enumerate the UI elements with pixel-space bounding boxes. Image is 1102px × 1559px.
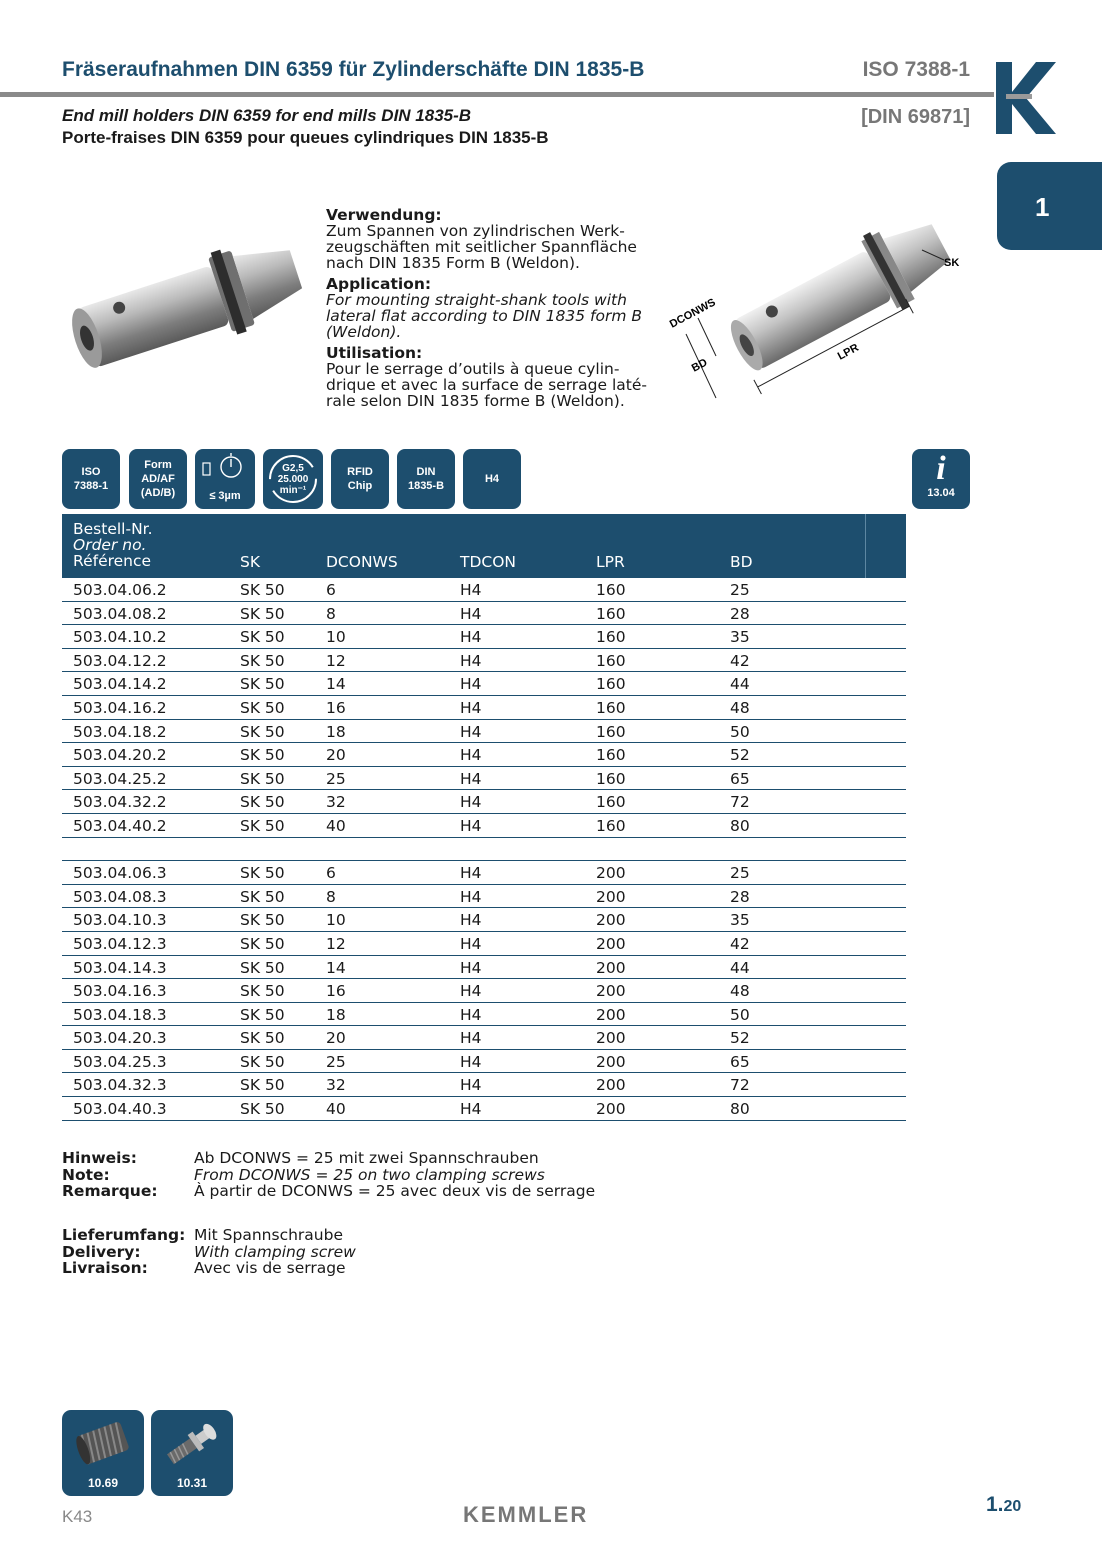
accessory-ref: 10.31: [176, 1476, 208, 1490]
usage-text: [326, 207, 656, 409]
bd-cell: 42: [730, 651, 750, 670]
order-no-cell: 503.04.16.3: [73, 982, 167, 1001]
bd-cell: 80: [730, 816, 750, 835]
hint-de-label: Hinweis:: [62, 1149, 137, 1167]
lpr-cell: 160: [596, 581, 626, 599]
table-row: [62, 720, 906, 744]
din-line1: DIN: [416, 466, 436, 478]
header-rule: [0, 92, 994, 97]
order-header-fr: Référence: [73, 552, 152, 570]
sk-cell: SK 50: [240, 1100, 285, 1119]
order-no-cell: 503.04.06.3: [73, 864, 167, 883]
bd-cell: 52: [730, 1029, 750, 1048]
hint-de-text: Ab DCONWS = 25 mit zwei Spannschrauben: [194, 1149, 539, 1167]
sk-cell: SK 50: [240, 604, 285, 623]
form-badge-line2: AD/AF: [141, 473, 175, 485]
tdcon-cell: H4: [460, 628, 482, 647]
pull-stud-icon: [159, 1416, 225, 1470]
lpr-cell: 160: [596, 698, 626, 717]
dconws-cell: 18: [326, 722, 346, 741]
sk-cell: SK 50: [240, 675, 285, 694]
lpr-cell: 160: [596, 816, 626, 835]
order-no-cell: 503.04.08.2: [73, 604, 167, 623]
page-number-minor: 20: [1003, 1498, 1022, 1515]
lpr-cell: 200: [596, 1100, 626, 1119]
bd-cell: 80: [730, 1100, 750, 1119]
dconws-cell: 8: [326, 604, 336, 623]
lpr-cell: 160: [596, 604, 626, 623]
dconws-cell: 6: [326, 864, 336, 883]
dconws-cell: 12: [326, 651, 346, 670]
bd-cell: 42: [730, 934, 750, 953]
accessory-pull-stud[interactable]: [151, 1410, 233, 1496]
bd-cell: 35: [730, 911, 750, 930]
bd-cell: 25: [730, 581, 750, 599]
usage-de-text: Zum Spannen von zylindrischen Werk-zeugschäften mit seitlicher Spannfläche nach DIN 1835 Form B (Weldon).: [326, 222, 637, 272]
table-row: [62, 1026, 906, 1050]
bd-cell: 65: [730, 1052, 750, 1071]
lpr-cell: 160: [596, 628, 626, 647]
lpr-cell: 200: [596, 1005, 626, 1024]
bd-cell: 48: [730, 982, 750, 1001]
tdcon-cell: H4: [460, 746, 482, 765]
iso-badge-line2: 7388-1: [73, 480, 109, 492]
dconws-cell: 14: [326, 675, 346, 694]
table-row: [62, 1073, 906, 1097]
hint-fr-text: À partir de DCONWS = 25 avec deux vis de serrage: [194, 1182, 596, 1200]
clamping-screw-icon: [70, 1416, 136, 1470]
dconws-cell: 6: [326, 581, 336, 599]
order-no-cell: 503.04.08.3: [73, 887, 167, 906]
info-icon: i: [936, 450, 946, 487]
sk-cell: SK 50: [240, 581, 285, 599]
hint-en-label: Note:: [62, 1165, 110, 1184]
form-badge-line3: (AD/B): [140, 487, 176, 499]
lpr-cell: 160: [596, 769, 626, 788]
rotation-icon: [265, 451, 321, 507]
lpr-cell: 200: [596, 864, 626, 883]
bd-cell: 50: [730, 722, 750, 741]
balance-line1: G2,5: [282, 462, 304, 474]
lpr-cell: 160: [596, 793, 626, 812]
runout-text: ≤ 3µm: [209, 490, 241, 502]
bd-cell: 35: [730, 628, 750, 647]
order-no-cell: 503.04.18.3: [73, 1005, 167, 1024]
bd-cell: 65: [730, 769, 750, 788]
subtitle-en: End mill holders DIN 6359 for end mills DIN 1835-B: [62, 106, 472, 125]
bd-cell: 28: [730, 604, 750, 623]
bd-cell: 48: [730, 698, 750, 717]
catalog-code: K43: [62, 1507, 93, 1526]
order-no-cell: 503.04.20.2: [73, 746, 167, 765]
usage-en-text: For mounting straight-shank tools with lateral flat according to DIN 1835 form B (Weldon).: [326, 291, 643, 341]
usage-fr-label: Utilisation:: [326, 344, 423, 362]
lpr-cell: 160: [596, 675, 626, 694]
delivery-de-label: Lieferumfang:: [62, 1226, 186, 1244]
tdcon-cell: H4: [460, 1029, 482, 1048]
order-no-cell: 503.04.32.3: [73, 1076, 167, 1095]
usage-fr-text: Pour le serrage d’outils à queue cylin-drique et avec la surface de serrage laté-rale selon DIN 1835 forme B (Weldon).: [326, 360, 647, 410]
rfid-badge: [331, 449, 389, 509]
sk-label: SK: [944, 257, 960, 269]
tdcon-cell: H4: [460, 581, 482, 599]
tdcon-cell: H4: [460, 887, 482, 906]
table-header: [62, 514, 906, 578]
dconws-cell: 10: [326, 911, 346, 930]
runout-badge: [195, 449, 255, 509]
page-number-major: 1.: [986, 1493, 1004, 1516]
dconws-cell: 25: [326, 1052, 346, 1071]
tdcon-cell: H4: [460, 769, 482, 788]
page-number: [986, 1493, 1021, 1517]
tdcon-cell: H4: [460, 1052, 482, 1071]
dconws-cell: 12: [326, 934, 346, 953]
dconws-cell: 32: [326, 793, 346, 812]
order-no-cell: 503.04.20.3: [73, 1029, 167, 1048]
chapter-tab[interactable]: 1: [997, 162, 1102, 250]
balance-line2: 25.000: [277, 473, 309, 485]
usage-en-label: Application:: [326, 275, 432, 293]
order-header-en: Order no.: [73, 536, 147, 554]
dconws-cell: 40: [326, 816, 346, 835]
order-no-cell: 503.04.06.2: [73, 581, 167, 599]
order-no-cell: 503.04.16.2: [73, 698, 167, 717]
h4-badge: [463, 449, 521, 509]
bd-cell: 44: [730, 675, 750, 694]
table-row: [62, 861, 906, 885]
tdcon-cell: H4: [460, 982, 482, 1001]
tdcon-cell: H4: [460, 1076, 482, 1095]
order-header: [73, 521, 153, 569]
sk-cell: SK 50: [240, 864, 285, 883]
table-row: [62, 814, 906, 838]
balance-line3: min⁻¹: [279, 484, 307, 496]
brand-name: KEMMLER: [463, 1502, 589, 1527]
din-badge: [397, 449, 455, 509]
dconws-header: DCONWS: [326, 553, 398, 571]
lpr-cell: 160: [596, 722, 626, 741]
tdcon-cell: H4: [460, 864, 482, 883]
bd-cell: 72: [730, 1076, 750, 1095]
dconws-cell: 8: [326, 887, 336, 906]
table-row: [62, 767, 906, 791]
table-row: [62, 696, 906, 720]
tdcon-cell: H4: [460, 816, 482, 835]
table-row: [62, 932, 906, 956]
lpr-cell: 200: [596, 1052, 626, 1071]
dconws-cell: 18: [326, 1005, 346, 1024]
dimension-diagram: [664, 188, 974, 413]
table-row: [62, 908, 906, 932]
delivery-en-label: Delivery:: [62, 1242, 141, 1261]
sk-cell: SK 50: [240, 1052, 285, 1071]
lpr-cell: 200: [596, 934, 626, 953]
page-title: Fräseraufnahmen DIN 6359 für Zylinderschäfte DIN 1835-B: [62, 58, 645, 81]
dconws-cell: 25: [326, 769, 346, 788]
table-row: [62, 1003, 906, 1027]
table-row: [62, 649, 906, 673]
usage-de-label: Verwendung:: [326, 206, 442, 224]
bd-cell: 28: [730, 887, 750, 906]
hint-en-text: From DCONWS = 25 on two clamping screws: [194, 1165, 545, 1184]
order-no-cell: 503.04.40.2: [73, 816, 167, 835]
accessory-clamping-screw[interactable]: [62, 1410, 144, 1496]
table-row: [62, 743, 906, 767]
tdcon-cell: H4: [460, 651, 482, 670]
delivery-fr-text: Avec vis de serrage: [194, 1259, 346, 1277]
lpr-cell: 200: [596, 887, 626, 906]
balance-badge: [263, 449, 323, 509]
tdcon-cell: H4: [460, 698, 482, 717]
sk-cell: SK 50: [240, 887, 285, 906]
bd-header: BD: [730, 553, 753, 571]
table-row: [62, 885, 906, 909]
order-no-cell: 503.04.25.2: [73, 769, 167, 788]
dconws-cell: 20: [326, 1029, 346, 1048]
dconws-cell: 32: [326, 1076, 346, 1095]
bd-cell: 44: [730, 958, 750, 977]
lpr-label: LPR: [835, 341, 861, 363]
order-no-cell: 503.04.12.3: [73, 934, 167, 953]
kemmler-logo: [996, 62, 1056, 134]
bd-cell: 50: [730, 1005, 750, 1024]
order-no-cell: 503.04.18.2: [73, 722, 167, 741]
tdcon-cell: H4: [460, 958, 482, 977]
dconws-cell: 40: [326, 1100, 346, 1119]
din-line2: 1835-B: [407, 480, 445, 492]
lpr-cell: 200: [596, 982, 626, 1001]
order-no-cell: 503.04.14.2: [73, 675, 167, 694]
sk-cell: SK 50: [240, 982, 285, 1001]
table-row: [62, 672, 906, 696]
tdcon-cell: H4: [460, 793, 482, 812]
dconws-cell: 16: [326, 698, 346, 717]
delivery-en-text: With clamping screw: [194, 1242, 356, 1261]
order-no-cell: 503.04.40.3: [73, 1100, 167, 1119]
tdcon-cell: H4: [460, 934, 482, 953]
dconws-label: DCONWS: [667, 296, 718, 331]
tdcon-cell: H4: [460, 1005, 482, 1024]
order-no-cell: 503.04.14.3: [73, 958, 167, 977]
header-separator: [865, 514, 866, 578]
hint-fr-label: Remarque:: [62, 1182, 158, 1200]
iso-badge: [62, 449, 120, 509]
accessory-ref: 10.69: [87, 1476, 119, 1490]
sk-cell: SK 50: [240, 1029, 285, 1048]
order-no-cell: 503.04.25.3: [73, 1052, 167, 1071]
dconws-cell: 16: [326, 982, 346, 1001]
order-no-cell: 503.04.10.2: [73, 628, 167, 647]
form-badge: [129, 449, 187, 509]
rfid-line2: Chip: [347, 480, 373, 492]
table-row: [62, 1050, 906, 1074]
dconws-cell: 10: [326, 628, 346, 647]
lpr-cell: 200: [596, 958, 626, 977]
form-badge-line1: Form: [144, 459, 172, 471]
table-row: [62, 578, 906, 602]
table-row: [62, 956, 906, 980]
sk-header: SK: [240, 553, 261, 571]
delivery-fr-label: Livraison:: [62, 1259, 148, 1277]
order-no-cell: 503.04.32.2: [73, 793, 167, 812]
sk-cell: SK 50: [240, 746, 285, 765]
tdcon-cell: H4: [460, 911, 482, 930]
sk-cell: SK 50: [240, 816, 285, 835]
tdcon-cell: H4: [460, 675, 482, 694]
sk-cell: SK 50: [240, 1005, 285, 1024]
lpr-cell: 200: [596, 911, 626, 930]
order-header-de: Bestell-Nr.: [73, 520, 153, 538]
sk-cell: SK 50: [240, 722, 285, 741]
sk-cell: SK 50: [240, 1076, 285, 1095]
tdcon-cell: H4: [460, 604, 482, 623]
iso-badge-line1: ISO: [81, 466, 101, 478]
table-row: [62, 838, 906, 862]
product-image: [60, 205, 310, 395]
info-badge[interactable]: [912, 449, 970, 509]
sk-cell: SK 50: [240, 769, 285, 788]
lpr-cell: 200: [596, 1029, 626, 1048]
sk-cell: SK 50: [240, 911, 285, 930]
table-row: [62, 790, 906, 814]
bd-label: BD: [689, 356, 710, 375]
tdcon-cell: H4: [460, 1100, 482, 1119]
order-no-cell: 503.04.12.2: [73, 651, 167, 670]
sk-cell: SK 50: [240, 698, 285, 717]
sk-cell: SK 50: [240, 651, 285, 670]
bd-cell: 52: [730, 746, 750, 765]
table-row: [62, 625, 906, 649]
rfid-line1: RFID: [347, 466, 373, 478]
lpr-cell: 160: [596, 651, 626, 670]
tdcon-header: TDCON: [460, 553, 517, 571]
tdcon-cell: H4: [460, 722, 482, 741]
table-row: [62, 1097, 906, 1121]
sk-cell: SK 50: [240, 958, 285, 977]
table-body: [62, 578, 906, 1121]
table-row: [62, 979, 906, 1003]
delivery-de-text: Mit Spannschraube: [194, 1226, 343, 1244]
info-ref: 13.04: [927, 487, 955, 499]
dconws-cell: 20: [326, 746, 346, 765]
bd-cell: 72: [730, 793, 750, 812]
gauge-icon: [201, 453, 249, 483]
standard-label: ISO 7388-1: [862, 58, 970, 81]
sk-cell: SK 50: [240, 628, 285, 647]
order-no-cell: 503.04.10.3: [73, 911, 167, 930]
din-reference: [DIN 69871]: [861, 106, 970, 128]
h4-text: H4: [484, 473, 500, 485]
subtitle-fr: Porte-fraises DIN 6359 pour queues cylindriques DIN 1835-B: [62, 128, 549, 147]
table-row: [62, 602, 906, 626]
sk-cell: SK 50: [240, 793, 285, 812]
dconws-cell: 14: [326, 958, 346, 977]
bd-cell: 25: [730, 864, 750, 883]
lpr-header: LPR: [596, 553, 625, 571]
lpr-cell: 160: [596, 746, 626, 765]
lpr-cell: 200: [596, 1076, 626, 1095]
sk-cell: SK 50: [240, 934, 285, 953]
